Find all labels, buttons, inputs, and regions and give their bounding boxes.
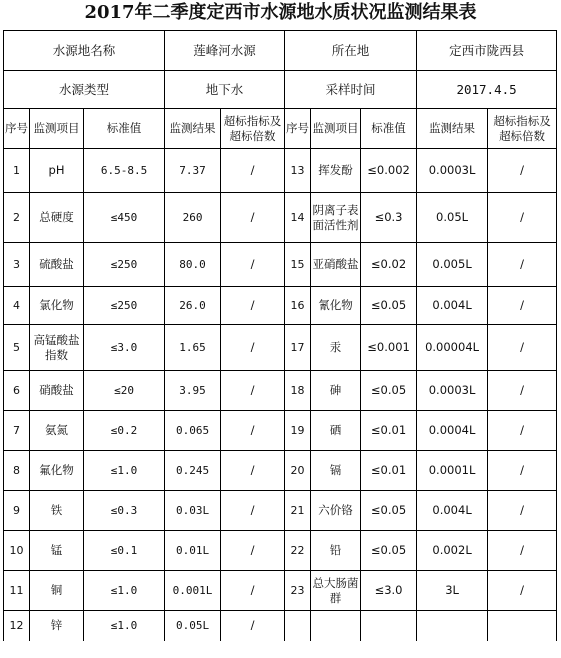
cell-a-res: 3.95 — [165, 371, 221, 411]
cell-a-exc: / — [221, 611, 285, 641]
cell-a-item: 总硬度 — [30, 193, 84, 243]
cell-a-std: ≤450 — [84, 193, 165, 243]
col-header-item-2: 监测项目 — [311, 109, 361, 149]
col-header-standard: 标准值 — [84, 109, 165, 149]
cell-a-exc: / — [221, 571, 285, 611]
cell-b-item: 挥发酚 — [311, 149, 361, 193]
col-header-result-2: 监测结果 — [417, 109, 488, 149]
cell-b-std — [361, 611, 417, 641]
cell-a-no: 7 — [4, 411, 30, 451]
table-row — [4, 325, 557, 371]
table-row — [4, 411, 557, 451]
table-row — [4, 571, 557, 611]
cell-a-std: ≤1.0 — [84, 571, 165, 611]
cell-a-res: 0.01L — [165, 531, 221, 571]
cell-b-std: ≤0.002 — [361, 149, 417, 193]
cell-b-no: 17 — [285, 325, 311, 371]
cell-b-exc: / — [488, 411, 557, 451]
cell-b-exc: / — [488, 193, 557, 243]
cell-b-exc: / — [488, 451, 557, 491]
cell-b-res: 0.0001L — [417, 451, 488, 491]
cell-b-exc: / — [488, 371, 557, 411]
cell-b-no: 20 — [285, 451, 311, 491]
table-row — [4, 531, 557, 571]
water-quality-table — [3, 30, 557, 641]
cell-a-no: 4 — [4, 287, 30, 325]
cell-b-std: ≤0.05 — [361, 287, 417, 325]
cell-a-res: 0.001L — [165, 571, 221, 611]
cell-a-res: 26.0 — [165, 287, 221, 325]
cell-b-std: ≤0.05 — [361, 371, 417, 411]
cell-b-res: 0.0004L — [417, 411, 488, 451]
source-type-value: 地下水 — [165, 71, 285, 109]
cell-a-item: 高锰酸盐指数 — [30, 325, 84, 371]
cell-b-res: 0.004L — [417, 491, 488, 531]
cell-a-no: 6 — [4, 371, 30, 411]
cell-a-std: ≤20 — [84, 371, 165, 411]
cell-b-res: 0.05L — [417, 193, 488, 243]
info-row-2 — [4, 71, 557, 109]
cell-b-std: ≤0.3 — [361, 193, 417, 243]
cell-a-res: 0.245 — [165, 451, 221, 491]
cell-a-no: 8 — [4, 451, 30, 491]
cell-a-res: 0.065 — [165, 411, 221, 451]
source-type-label: 水源类型 — [4, 71, 165, 109]
col-header-standard-2: 标准值 — [361, 109, 417, 149]
cell-b-std: ≤0.01 — [361, 411, 417, 451]
cell-b-no: 21 — [285, 491, 311, 531]
cell-a-std: ≤3.0 — [84, 325, 165, 371]
cell-b-exc: / — [488, 531, 557, 571]
cell-b-std: ≤3.0 — [361, 571, 417, 611]
table-row — [4, 491, 557, 531]
col-header-exceed-2: 超标指标及超标倍数 — [488, 109, 557, 149]
cell-a-res: 80.0 — [165, 243, 221, 287]
table-row — [4, 611, 557, 641]
cell-b-res: 0.00004L — [417, 325, 488, 371]
cell-b-no: 23 — [285, 571, 311, 611]
cell-a-std: ≤250 — [84, 243, 165, 287]
cell-a-exc: / — [221, 411, 285, 451]
cell-a-exc: / — [221, 491, 285, 531]
cell-b-item: 亚硝酸盐 — [311, 243, 361, 287]
cell-b-no: 13 — [285, 149, 311, 193]
cell-b-res — [417, 611, 488, 641]
cell-a-exc: / — [221, 149, 285, 193]
cell-a-exc: / — [221, 287, 285, 325]
cell-b-exc: / — [488, 571, 557, 611]
cell-a-item: 硝酸盐 — [30, 371, 84, 411]
cell-b-no — [285, 611, 311, 641]
source-name-label: 水源地名称 — [4, 31, 165, 71]
cell-a-std: ≤0.1 — [84, 531, 165, 571]
cell-a-exc: / — [221, 193, 285, 243]
cell-b-item: 总大肠菌群 — [311, 571, 361, 611]
cell-b-res: 0.0003L — [417, 371, 488, 411]
cell-a-exc: / — [221, 451, 285, 491]
cell-a-item: 氟化物 — [30, 451, 84, 491]
cell-a-no: 12 — [4, 611, 30, 641]
cell-b-item: 镉 — [311, 451, 361, 491]
table-row — [4, 149, 557, 193]
cell-b-item: 六价铬 — [311, 491, 361, 531]
cell-b-res: 0.005L — [417, 243, 488, 287]
table-row — [4, 371, 557, 411]
cell-a-no: 5 — [4, 325, 30, 371]
table-row — [4, 193, 557, 243]
cell-b-item: 汞 — [311, 325, 361, 371]
cell-b-exc: / — [488, 325, 557, 371]
cell-a-std: ≤1.0 — [84, 611, 165, 641]
cell-b-res: 3L — [417, 571, 488, 611]
cell-b-no: 16 — [285, 287, 311, 325]
cell-b-exc — [488, 611, 557, 641]
col-header-result: 监测结果 — [165, 109, 221, 149]
cell-a-item: 铜 — [30, 571, 84, 611]
cell-a-std: 6.5-8.5 — [84, 149, 165, 193]
cell-a-no: 11 — [4, 571, 30, 611]
cell-a-item: 锌 — [30, 611, 84, 641]
cell-a-exc: / — [221, 325, 285, 371]
cell-b-exc: / — [488, 149, 557, 193]
info-row-1 — [4, 31, 557, 71]
table-row — [4, 287, 557, 325]
col-header-seq: 序号 — [4, 109, 30, 149]
cell-b-no: 19 — [285, 411, 311, 451]
cell-b-item: 阴离子表面活性剂 — [311, 193, 361, 243]
cell-b-no: 15 — [285, 243, 311, 287]
cell-b-std: ≤0.02 — [361, 243, 417, 287]
cell-b-res: 0.004L — [417, 287, 488, 325]
source-name-value: 莲峰河水源 — [165, 31, 285, 71]
table-row — [4, 451, 557, 491]
cell-b-no: 14 — [285, 193, 311, 243]
cell-b-exc: / — [488, 491, 557, 531]
cell-b-std: ≤0.01 — [361, 451, 417, 491]
cell-a-item: 氨氮 — [30, 411, 84, 451]
col-header-exceed: 超标指标及超标倍数 — [221, 109, 285, 149]
cell-b-exc: / — [488, 287, 557, 325]
cell-a-res: 260 — [165, 193, 221, 243]
cell-a-exc: / — [221, 531, 285, 571]
cell-a-item: 氯化物 — [30, 287, 84, 325]
column-header-row — [4, 109, 557, 149]
cell-a-std: ≤250 — [84, 287, 165, 325]
cell-a-item: 锰 — [30, 531, 84, 571]
col-header-seq-2: 序号 — [285, 109, 311, 149]
cell-b-res: 0.0003L — [417, 149, 488, 193]
cell-b-std: ≤0.05 — [361, 491, 417, 531]
cell-b-no: 18 — [285, 371, 311, 411]
cell-b-std: ≤0.05 — [361, 531, 417, 571]
cell-a-item: pH — [30, 149, 84, 193]
cell-a-no: 9 — [4, 491, 30, 531]
cell-b-no: 22 — [285, 531, 311, 571]
cell-a-res: 0.05L — [165, 611, 221, 641]
cell-a-no: 10 — [4, 531, 30, 571]
cell-a-no: 2 — [4, 193, 30, 243]
cell-a-std: ≤1.0 — [84, 451, 165, 491]
col-header-item: 监测项目 — [30, 109, 84, 149]
cell-b-item: 铅 — [311, 531, 361, 571]
cell-a-exc: / — [221, 371, 285, 411]
cell-a-res: 0.03L — [165, 491, 221, 531]
location-label: 所在地 — [285, 31, 417, 71]
cell-a-no: 1 — [4, 149, 30, 193]
cell-b-res: 0.002L — [417, 531, 488, 571]
sampling-date-label: 采样时间 — [285, 71, 417, 109]
location-value: 定西市陇西县 — [417, 31, 557, 71]
cell-b-item: 氰化物 — [311, 287, 361, 325]
cell-a-std: ≤0.3 — [84, 491, 165, 531]
cell-b-exc: / — [488, 243, 557, 287]
cell-a-item: 铁 — [30, 491, 84, 531]
cell-a-std: ≤0.2 — [84, 411, 165, 451]
cell-b-item: 砷 — [311, 371, 361, 411]
cell-b-item: 硒 — [311, 411, 361, 451]
cell-a-item: 硫酸盐 — [30, 243, 84, 287]
cell-a-res: 1.65 — [165, 325, 221, 371]
cell-a-res: 7.37 — [165, 149, 221, 193]
cell-a-exc: / — [221, 243, 285, 287]
page-title: 2017年二季度定西市水源地水质状况监测结果表 — [84, 2, 477, 23]
sampling-date-value: 2017.4.5 — [417, 71, 557, 109]
cell-b-std: ≤0.001 — [361, 325, 417, 371]
cell-a-no: 3 — [4, 243, 30, 287]
cell-b-item — [311, 611, 361, 641]
table-row — [4, 243, 557, 287]
